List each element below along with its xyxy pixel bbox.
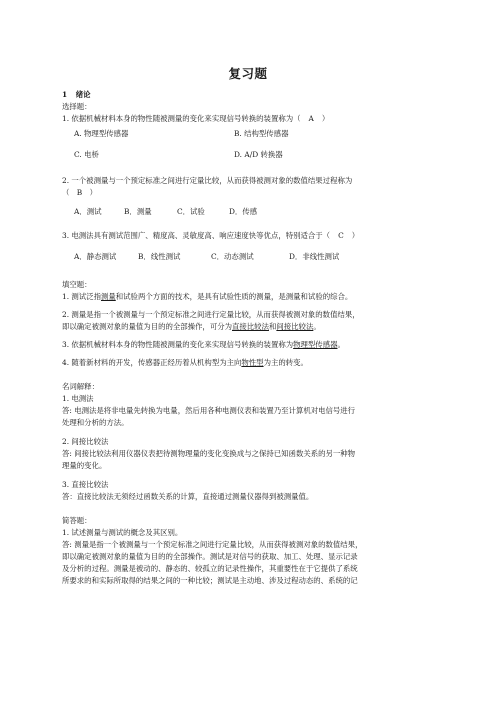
fill-text: 。: [313, 322, 321, 331]
answer-text: C: [338, 231, 344, 240]
option-a: A. 物理型传感器: [74, 129, 129, 138]
option-b: B. 结构型传感器: [234, 129, 289, 138]
fill-text: 为主的转变。: [263, 358, 308, 367]
fill-q3: [62, 339, 436, 350]
choice-q1-options-row2: [74, 149, 374, 160]
page-title: 复习题: [228, 66, 268, 81]
short-section-label: 简答题：: [62, 516, 92, 525]
option-c: C．试验: [177, 207, 205, 216]
fill-q2-line1: 2. 测量是指一个被测量与一个预定标准之间进行定量比较，从而获得被测对象的数值结果，: [62, 310, 360, 319]
choice-section-label: 选择题：: [62, 102, 92, 111]
fill-q1: [62, 291, 436, 302]
option-b: B．测量: [124, 207, 152, 216]
short-q1-answer-line2: 即以确定被测对象的量值为目的的全部操作。测试是对信号的获取、加工、处理、显示记录: [62, 552, 358, 561]
fill-answer: 直接比较法: [232, 322, 269, 331]
option-d: D．传感: [229, 207, 258, 216]
fill-q2-line2: [62, 321, 436, 332]
choice-q1-options-row1: [74, 128, 374, 139]
terms-section-label: 名词解释：: [62, 382, 99, 391]
fill-text: 4. 随着新材料的开发，传感器正经历着从机构型为主向: [62, 358, 242, 367]
fill-text: 即以确定被测对象的量值为目的的全部操作，可分为: [62, 322, 232, 331]
option-d: D．非线性测试: [289, 252, 340, 261]
term-1-answer-line1: 答: 电测法是将非电量先转换为电量，然后用各种电测仪表和装置乃至计算机对电信号进行: [62, 406, 356, 415]
fill-text: 。: [337, 340, 345, 349]
term-1-name: 1. 电测法: [62, 394, 94, 403]
option-a: A．静态测试: [74, 252, 117, 261]
section-title: 绪论: [75, 90, 91, 99]
term-1-answer-line2: 处理和分析的方法。: [62, 418, 129, 427]
fill-text: 3. 依据机械材料本身的物性随被测量的变化来实现信号转换的装置称为: [62, 340, 294, 349]
fill-section-label: 填空题：: [62, 280, 92, 289]
option-c: C. 电桥: [74, 150, 99, 159]
option-c: C．动态测试: [211, 252, 254, 261]
fill-text: 和试验两个方面的技术，是具有试验性质的测量，是测量和试验的综合。: [115, 292, 353, 301]
term-3-name: 3. 直接比较法: [62, 480, 109, 489]
bracket-close: ）: [351, 231, 360, 240]
option-d: D. A/D 转换器: [234, 150, 283, 159]
section-number: 1: [62, 90, 68, 99]
choice-q2-options: [74, 206, 374, 217]
term-3-answer-line1: 答：直接比较法无须经过函数关系的计算，直接通过测量仪器得到被测量值。: [62, 492, 314, 501]
fill-text: 1. 测试泛指: [62, 292, 101, 301]
choice-q1-stem: [62, 113, 436, 124]
bracket-close: ）: [321, 114, 330, 123]
section-heading: [62, 89, 436, 100]
choice-q2-stem: 2. 一个被测量与一个预定标准之间进行定量比较，从而获得被测对象的数值结果过程称为: [62, 176, 353, 185]
fill-answer: 间接比较法: [276, 322, 314, 331]
term-2-answer-line2: 理量的变化。: [62, 461, 107, 470]
question-text: 1. 依据机械材料本身的物性随被测量的变化来实现信号转换的装置称为（: [62, 114, 301, 123]
short-q1-answer-line1: 答: 测量是指一个被测量与一个预定标准之间进行定量比较，从而获得被测对象的数值结果，: [62, 540, 363, 549]
option-b: B．线性测试: [138, 252, 181, 261]
option-a: A．测试: [74, 207, 102, 216]
choice-q3-options: [74, 251, 404, 262]
short-q1-answer-line3: 及分析的过程。测量是被动的、静态的、较孤立的记录性操作，其重要性在于它提供了系统: [62, 564, 358, 573]
choice-q2-answer: （ B ）: [62, 188, 97, 197]
short-q1-name: 1. 试述测量与测试的概念及其区别。: [62, 528, 183, 537]
fill-answer: 物性型: [241, 358, 264, 367]
short-q1-answer-line4: 所要求的和实际所取得的结果之间的一种比较；测试是主动地、涉及过程动态的、系统的记: [62, 576, 358, 585]
fill-answer: 物理型传感器: [293, 340, 338, 349]
fill-text: 和: [268, 322, 277, 331]
term-2-answer-line1: 答: 间接比较法利用仪器仪表把待测物理量的变化变换成与之保持已知函数关系的另一种物: [62, 449, 356, 458]
answer-text: A: [308, 114, 314, 123]
fill-q4: [62, 357, 436, 368]
question-text: 3. 电测法具有测试范围广、精度高、灵敏度高、响应速度快等优点，特别适合于（: [62, 231, 331, 240]
term-2-name: 2. 间接比较法: [62, 437, 109, 446]
choice-q3-stem: [62, 230, 436, 241]
fill-answer: 测量: [100, 292, 116, 301]
